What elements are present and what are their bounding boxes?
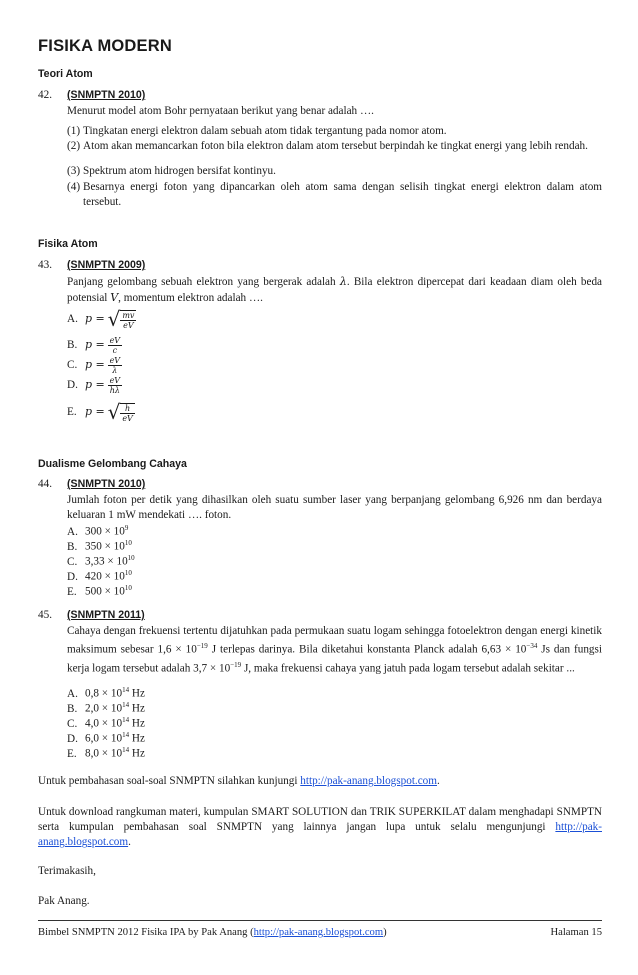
closing-text: Untuk download rangkuman materi, kumpulan SMART SOLUTION dan TRIK SUPERKILAT dalam menghadapi SNMPTN serta kumpulan pembahasan soal SNMPTN yang lainnya jangan lupa untuk selalu mengunjungi	[38, 806, 602, 834]
lambda-symbol: λ	[339, 275, 347, 288]
option-letter: C.	[67, 359, 78, 372]
question-number-45: 45.	[38, 609, 52, 621]
fraction	[108, 336, 123, 355]
stem-part: , momentum elektron adalah ….	[118, 292, 263, 305]
statement-text: Besarnya energi foton yang dipancarkan oleh atom sama dengan selisih tingkat energi elektron dalam atom tersebut.	[83, 181, 602, 209]
statement-text: Tingkatan energi elektron dalam sebuah atom tidak tergantung pada nomor atom.	[83, 125, 447, 137]
option-value: 2,0 × 10	[85, 702, 123, 715]
option-44-e	[67, 581, 132, 600]
question-source-45: (SNMPTN 2011)	[67, 609, 145, 621]
closing-text: .	[436, 775, 440, 787]
option-letter: A.	[67, 525, 78, 538]
option-value: 6,0 × 10	[85, 732, 123, 745]
section-heading-teori-atom: Teori Atom	[38, 68, 93, 80]
fraction-numerator: mv	[122, 311, 135, 320]
fraction	[108, 356, 123, 375]
fraction-numerator: h	[120, 404, 135, 414]
option-value: 4,0 × 10	[85, 717, 123, 730]
closing-paragraph-2	[38, 805, 602, 851]
closing-paragraph-1	[38, 774, 602, 789]
option-exponent: 10	[124, 539, 132, 547]
option-letter: B.	[67, 540, 78, 553]
blog-link[interactable]: http://pak-anang.blogspot.com	[300, 775, 437, 787]
option-exponent: 14	[122, 746, 130, 754]
page-title: FISIKA MODERN	[38, 37, 172, 55]
option-letter: A.	[67, 687, 78, 700]
formula-lhs: p =	[85, 378, 105, 392]
option-value: 8,0 × 10	[85, 747, 123, 760]
option-letter: E.	[67, 585, 77, 598]
option-exponent: 10	[124, 569, 132, 577]
option-exponent: 10	[124, 584, 132, 592]
footer-text: )	[383, 927, 387, 938]
fraction-numerator: eV	[109, 356, 121, 365]
section-heading-dualisme: Dualisme Gelombang Cahaya	[38, 458, 187, 470]
stem-part: J, maka frekuensi cahaya yang jatuh pada logam tersebut adalah sekitar ...	[241, 662, 575, 675]
statement-42-2	[67, 139, 602, 154]
option-value: 300 × 10	[85, 525, 125, 538]
option-exponent: 14	[122, 716, 130, 724]
stem-part: J terlepas darinya. Bila diketahui konstanta Planck adalah 6,63 × 10	[207, 643, 527, 656]
option-exponent: 10	[127, 554, 135, 562]
closing-thanks: Terimakasih,	[38, 865, 96, 877]
blog-link[interactable]: http://pak-anang.blogspot.com	[38, 821, 602, 849]
potential-symbol: V	[110, 291, 119, 305]
option-letter: C.	[67, 717, 78, 730]
option-unit: Hz	[129, 702, 145, 715]
option-letter: B.	[67, 339, 78, 352]
statement-42-3	[67, 164, 602, 179]
option-value: 0,8 × 10	[85, 687, 123, 700]
fraction-denominator: c	[112, 346, 118, 355]
fraction-denominator: eV	[123, 321, 134, 330]
exponent: −19	[196, 642, 208, 651]
statement-42-1	[67, 124, 602, 139]
section-heading-fisika-atom: Fisika Atom	[38, 238, 98, 250]
option-unit: Hz	[129, 732, 145, 745]
stem-part: Panjang gelombang sebuah elektron yang bergerak adalah	[67, 276, 340, 288]
option-exponent: 14	[122, 701, 130, 709]
exponent: −34	[526, 642, 538, 651]
stem-part: Js dan fungsi kerja logam tersebut adalah 3,7 × 10	[67, 643, 602, 675]
fraction-denominator: hλ	[109, 386, 120, 395]
option-letter: D.	[67, 570, 78, 583]
statement-text: Atom akan memancarkan foton bila elektron dalam atom tersebut berpindah ke tingkat energi yang lebih rendah.	[83, 140, 588, 152]
statement-number: (2)	[67, 140, 81, 152]
option-43-e	[67, 402, 135, 423]
question-stem-42: Menurut model atom Bohr pernyataan berikut yang benar adalah ….	[67, 105, 374, 117]
option-letter: D.	[67, 379, 78, 392]
page-number: Halaman 15	[550, 927, 602, 938]
option-45-e	[67, 743, 145, 762]
statement-number: (3)	[67, 165, 81, 177]
fraction	[120, 404, 135, 423]
question-stem-45	[67, 624, 602, 677]
footer-divider	[38, 920, 602, 921]
square-root: √ $\frac{h}{eV}$	[107, 400, 133, 424]
option-exponent: 14	[122, 686, 130, 694]
footer-link[interactable]: http://pak-anang.blogspot.com	[253, 927, 384, 938]
option-letter: A.	[67, 313, 78, 326]
option-letter: D.	[67, 732, 78, 745]
statement-number: (4)	[67, 181, 81, 193]
fraction	[108, 376, 123, 395]
question-number-42: 42.	[38, 89, 52, 101]
option-43-d	[67, 376, 122, 395]
formula-lhs: p =	[85, 338, 105, 352]
option-unit: Hz	[129, 687, 145, 700]
option-unit: Hz	[129, 717, 145, 730]
exponent: −19	[230, 661, 242, 670]
option-43-a	[67, 309, 136, 330]
closing-text: .	[128, 836, 131, 849]
option-exponent: 9	[124, 524, 129, 532]
option-letter: E.	[67, 406, 77, 419]
option-unit: Hz	[129, 747, 145, 760]
formula-lhs: p =	[85, 405, 105, 419]
question-source-42: (SNMPTN 2010)	[67, 89, 146, 101]
option-letter: C.	[67, 555, 78, 568]
footer-source	[38, 927, 387, 938]
option-43-b	[67, 336, 122, 355]
closing-text: Untuk pembahasan soal-soal SNMPTN silahkan kunjungi	[38, 775, 301, 787]
fraction-numerator: eV	[109, 376, 121, 385]
fraction-denominator: λ	[112, 366, 118, 375]
formula-lhs: p =	[85, 358, 105, 372]
question-number-44: 44.	[38, 478, 52, 490]
option-value: 350 × 10	[85, 540, 125, 553]
square-root: √ $\frac{mv}{eV}$	[107, 307, 135, 331]
statement-number: (1)	[67, 125, 81, 137]
option-value: 3,33 × 10	[85, 555, 128, 568]
question-stem-44: Jumlah foton per detik yang dihasilkan oleh suatu sumber laser yang berpanjang gelombang 6,926 nm dan berdaya keluaran 1 mW mendekati …. foton.	[67, 494, 602, 522]
question-stem-43	[67, 274, 602, 306]
question-source-43: (SNMPTN 2009)	[67, 259, 146, 271]
option-value: 420 × 10	[85, 570, 125, 583]
fraction	[120, 311, 136, 330]
option-letter: E.	[67, 747, 77, 760]
question-source-44: (SNMPTN 2010)	[67, 478, 146, 490]
option-43-c	[67, 356, 122, 375]
statement-42-4	[67, 180, 602, 210]
statement-text: Spektrum atom hidrogen bersifat kontinyu.	[83, 165, 276, 177]
option-letter: B.	[67, 702, 78, 715]
option-exponent: 14	[122, 731, 130, 739]
formula-lhs: p =	[85, 312, 105, 326]
fraction-numerator: eV	[109, 336, 121, 345]
stem-part: Cahaya dengan frekuensi tertentu dijatuhkan pada permukaan suatu logam sehingga fotoelektron dengan energi kinetik maksimum sebesar 1,6 × 10	[67, 625, 602, 656]
footer-text: Bimbel SNMPTN 2012 Fisika IPA by Pak Anang (	[38, 927, 254, 938]
question-number-43: 43.	[38, 259, 52, 271]
closing-signature: Pak Anang.	[38, 895, 90, 907]
option-value: 500 × 10	[85, 585, 125, 598]
stem-part: . Bila elektron dipercepat dari keadaan diam oleh beda potensial	[67, 276, 603, 305]
fraction-denominator: eV	[122, 414, 133, 423]
